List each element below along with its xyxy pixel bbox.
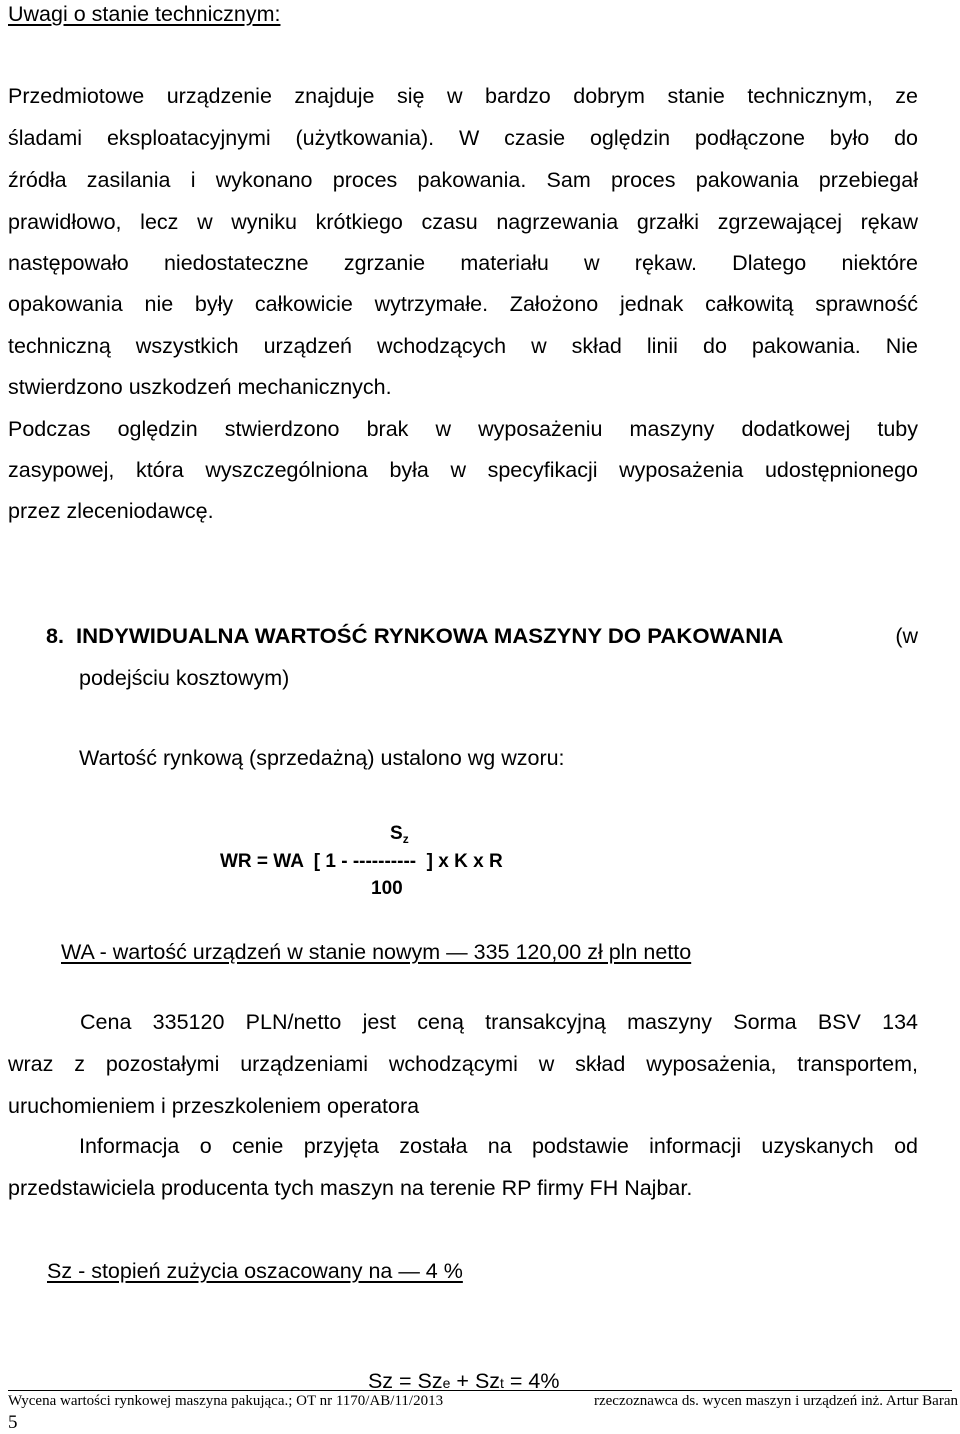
text-line: Podczas oględzin stwierdzono brak w wyposażeniu maszyny dodatkowej tuby bbox=[8, 417, 918, 441]
formula-subscript: e bbox=[442, 1375, 451, 1391]
text-line: stwierdzono uszkodzeń mechanicznych. bbox=[8, 375, 392, 399]
wear-formula bbox=[356, 1339, 560, 1397]
formula-main: WR = WA [ 1 - ---------- ] x K x R bbox=[220, 851, 503, 872]
formula-part: + Sz bbox=[450, 1369, 501, 1393]
numerator-symbol: S bbox=[390, 823, 403, 844]
missing-equipment-paragraph bbox=[8, 415, 918, 538]
footer-appraiser: rzeczoznawca ds. wycen maszyn i urządzeń inż. Artur Baran bbox=[594, 1393, 958, 1409]
section-title: INDYWIDUALNA WARTOŚĆ RYNKOWA MASZYNY DO PAKOWANIA bbox=[75, 624, 784, 648]
text-line: wraz z pozostałymi urządzeniami wchodzącymi w skład wyposażenia, transportem, bbox=[8, 1052, 918, 1076]
price-source-paragraph bbox=[8, 1132, 918, 1216]
page-number: 5 bbox=[8, 1412, 18, 1433]
section-number: 8. bbox=[46, 624, 64, 648]
text-line: Informacja o cenie przyjęta została na podstawie informacji uzyskanych od bbox=[79, 1134, 918, 1158]
notes-heading: Uwagi o stanie technicznym: bbox=[8, 2, 281, 26]
text-line: prawidłowo, lecz w wyniku krótkiego czasu nagrzewania grzałki zgrzewającej rękaw bbox=[8, 210, 918, 234]
text-line: przez zleceniodawcę. bbox=[8, 499, 214, 523]
formula-numerator bbox=[390, 822, 409, 851]
section-title-rest: (w bbox=[895, 624, 918, 648]
section-heading bbox=[46, 622, 918, 650]
text-line: Przedmiotowe urządzenie znajduje się w bardzo dobrym stanie technicznym, ze bbox=[8, 84, 918, 108]
section-subtitle: podejściu kosztowym) bbox=[79, 666, 290, 690]
text-line: Cena 335120 PLN/netto jest ceną transakcyjną maszyny Sorma BSV 134 bbox=[80, 1010, 918, 1034]
formula-part: Sz = Sz bbox=[367, 1369, 443, 1393]
formula-denominator: 100 bbox=[371, 878, 403, 899]
text-line: źródła zasilania i wykonano proces pakowania. Sam proces pakowania przebiegał bbox=[8, 168, 918, 192]
condition-paragraph bbox=[8, 82, 918, 414]
price-paragraph bbox=[8, 1008, 918, 1134]
formula-intro: Wartość rynkową (sprzedażną) ustalono wg wzoru: bbox=[79, 746, 565, 770]
text-line: uruchomieniem i przeszkoleniem operatora bbox=[8, 1094, 420, 1118]
footer-rule bbox=[8, 1390, 952, 1391]
text-line: opakowania nie były całkowicie wytrzymałe. Założono jednak całkowitą sprawność bbox=[8, 292, 918, 316]
formula-subscript: t bbox=[500, 1375, 504, 1391]
wear-definition: Sz - stopień zużycia oszacowany na — 4 % bbox=[47, 1259, 463, 1283]
text-line: zasypowej, która wyszczególniona była w specyfikacji wyposażenia udostępnionego bbox=[8, 458, 918, 482]
text-line: następowało niedostateczne zgrzanie materiału w rękaw. Dlatego niektóre bbox=[8, 251, 918, 275]
wa-definition: WA - wartość urządzeń w stanie nowym — 335 120,00 zł pln netto bbox=[61, 940, 692, 964]
text-line: śladami eksploatacyjnymi (użytkowania). W czasie oględzin podłączone było do bbox=[8, 126, 918, 150]
text-line: techniczną wszystkich urządzeń wchodzących w skład linii do pakowania. Nie bbox=[8, 334, 918, 358]
formula-part: = 4% bbox=[503, 1369, 560, 1393]
numerator-subscript: z bbox=[402, 832, 409, 846]
text-line: przedstawiciela producenta tych maszyn na terenie RP firmy FH Najbar. bbox=[8, 1176, 693, 1200]
footer-document-title: Wycena wartości rynkowej maszyna pakująca.; OT nr 1170/AB/11/2013 bbox=[8, 1393, 444, 1409]
